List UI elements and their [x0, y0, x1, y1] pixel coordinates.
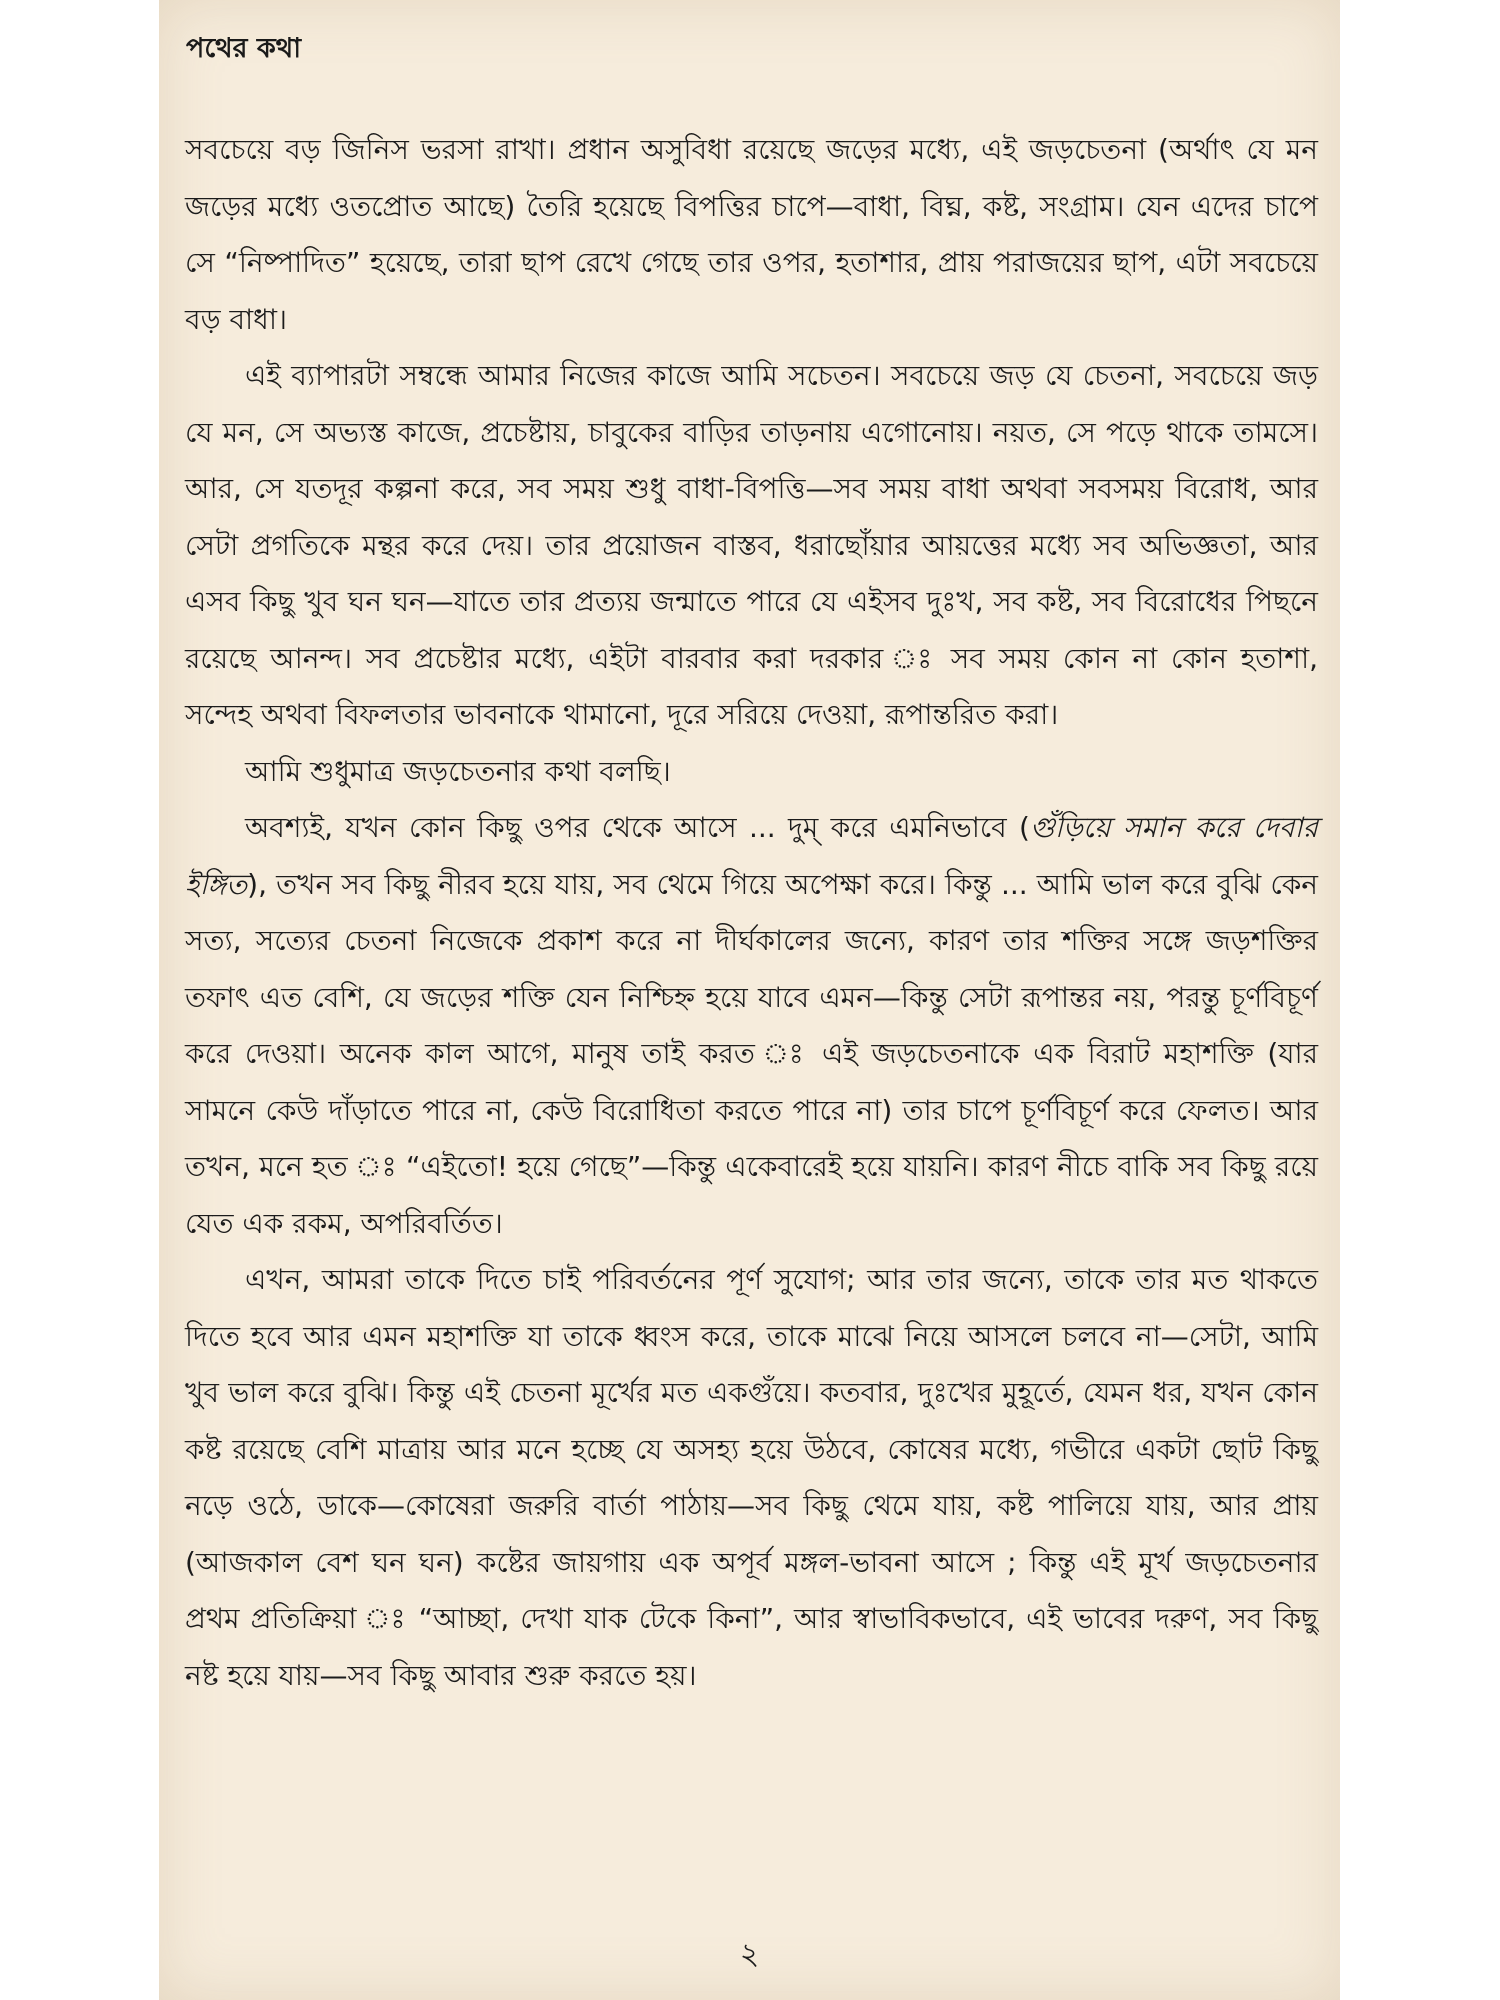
paragraph-4-text-after: ), তখন সব কিছু নীরব হয়ে যায়, সব থেমে গিয়ে অপেক্ষা করে। কিন্তু ... আমি ভাল করে বুঝি কেন সত্য, সত্যের চেতনা নিজেকে প্রকাশ করে না দীর্ঘকালের জন্যে, কারণ তার শক্তির সঙ্গে জড়শক্তির তফাৎ এত বেশি, যে জড়ের শক্তি যেন নিশ্চিহ্ন হয়ে যাবে এমন—কিন্তু সেটা রূপান্তর নয়, পরন্তু চূর্ণবিচূর্ণ করে দেওয়া। অনেক কাল আগে, মানুষ তাই করত ঃ এই জড়চেতনাকে এক বিরাট মহাশক্তি (যার সামনে কেউ দাঁড়াতে পারে না, কেউ বিরোধিতা করতে পারে না) তার চাপে চূর্ণবিচূর্ণ করে ফেলত। আর তখন, মনে হত ঃ “এইতো! হয়ে গেছে”—কিন্তু একেবারেই হয়ে যায়নি। কারণ নীচে বাকি সব কিছু রয়ে যেত এক রকম, অপরিবর্তিত। [185, 867, 1318, 1240]
body-text [185, 122, 1318, 1704]
running-head: পথের কথা [186, 33, 302, 64]
paragraph-4-italic-note: গুঁড়িয়ে সমান করে দেবার ইঙ্গিত [185, 811, 1318, 901]
paragraph-3: আমি শুধুমাত্র জড়চেতনার কথা বলছি। [245, 754, 671, 788]
paragraph-5: এখন, আমরা তাকে দিতে চাই পরিবর্তনের পূর্ণ সুযোগ; আর তার জন্যে, তাকে তার মত থাকতে দিতে হবে আর এমন মহাশক্তি যা তাকে ধ্বংস করে, তাকে মাঝে নিয়ে আসলে চলবে না—সেটা, আমি খুব ভাল করে বুঝি। কিন্তু এই চেতনা মূর্খের মত একগুঁয়ে। কতবার, দুঃখের মুহূর্তে, যেমন ধর, যখন কোন কষ্ট রয়েছে বেশি মাত্রায় আর মনে হচ্ছে যে অসহ্য হয়ে উঠবে, কোষের মধ্যে, গভীরে একটা ছোট কিছু নড়ে ওঠে, ডাকে—কোষেরা জরুরি বার্তা পাঠায়—সব কিছু থেমে যায়, কষ্ট পালিয়ে যায়, আর প্রায় (আজকাল বেশ ঘন ঘন) কষ্টের জায়গায় এক অপূর্ব মঙ্গল-ভাবনা আসে ; কিন্তু এই মূর্খ জড়চেতনার প্রথম প্রতিক্রিয়া ঃ “আচ্ছা, দেখা যাক টেকে কিনা”, আর স্বাভাবিকভাবে, এই ভাবের দরুণ, সব কিছু নষ্ট হয়ে যায়—সব কিছু আবার শুরু করতে হয়। [185, 1263, 1318, 1692]
paragraph-1: সবচেয়ে বড় জিনিস ভরসা রাখা। প্রধান অসুবিধা রয়েছে জড়ের মধ্যে, এই জড়চেতনা (অর্থাৎ যে মন জড়ের মধ্যে ওতপ্রোত আছে) তৈরি হয়েছে বিপত্তির চাপে—বাধা, বিঘ্ন, কষ্ট, সংগ্রাম। যেন এদের চাপে সে “নিষ্পাদিত” হয়েছে, তারা ছাপ রেখে গেছে তার ওপর, হতাশার, প্রায় পরাজয়ের ছাপ, এটা সবচেয়ে বড় বাধা। [185, 133, 1318, 336]
book-page [159, 0, 1340, 2000]
paragraph-4-text-before: অবশ্যই, যখন কোন কিছু ওপর থেকে আসে ... দুম্ করে এমনিভাবে ( [245, 811, 1030, 844]
paragraph-4 [185, 800, 1318, 1252]
paragraph-2: এই ব্যাপারটা সম্বন্ধে আমার নিজের কাজে আমি সচেতন। সবচেয়ে জড় যে চেতনা, সবচেয়ে জড় যে মন, সে অভ্যস্ত কাজে, প্রচেষ্টায়, চাবুকের বাড়ির তাড়নায় এগোনোয়। নয়ত, সে পড়ে থাকে তামসে। আর, সে যতদূর কল্পনা করে, সব সময় শুধু বাধা-বিপত্তি—সব সময় বাধা অথবা সবসময় বিরোধ, আর সেটা প্রগতিকে মন্থর করে দেয়। তার প্রয়োজন বাস্তব, ধরাছোঁয়ার আয়ত্তের মধ্যে সব অভিজ্ঞতা, আর এসব কিছু খুব ঘন ঘন—যাতে তার প্রত্যয় জন্মাতে পারে যে এইসব দুঃখ, সব কষ্ট, সব বিরোধের পিছনে রয়েছে আনন্দ। সব প্রচেষ্টার মধ্যে, এইটা বারবার করা দরকার ঃ সব সময় কোন না কোন হতাশা, সন্দেহ অথবা বিফলতার ভাবনাকে থামানো, দূরে সরিয়ে দেওয়া, রূপান্তরিত করা। [185, 359, 1318, 731]
page-number: ২ [739, 1937, 760, 1972]
